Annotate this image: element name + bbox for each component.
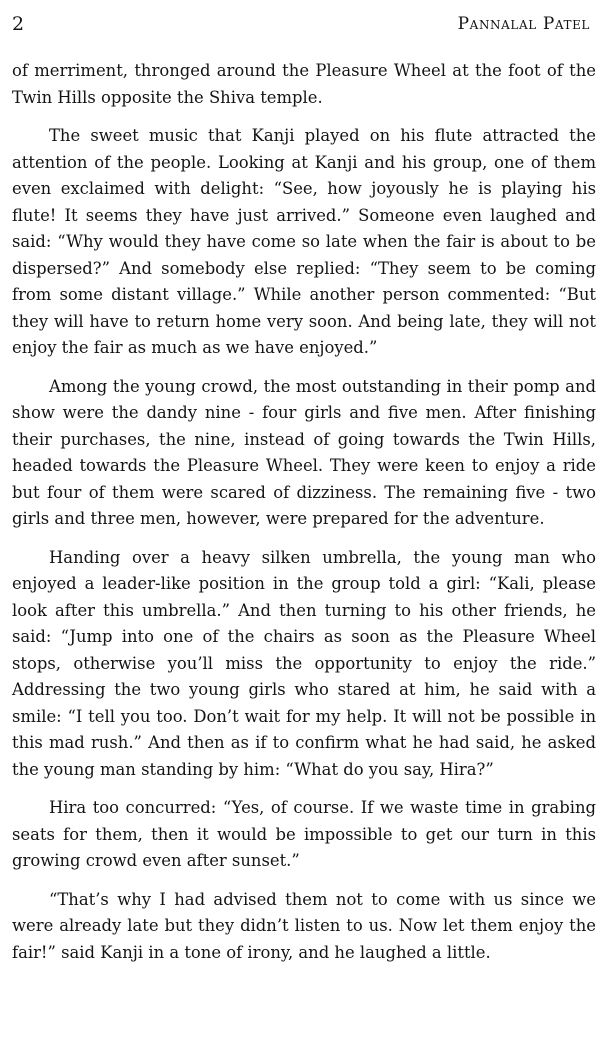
paragraph: Hira too concurred: “Yes, of course. If we waste time in grabing seats for them, then it would be impossible to get our turn in this growing crowd even after sunset.” bbox=[12, 798, 596, 870]
paragraph-continued: of merriment, thronged around the Pleasure Wheel at the foot of the Twin Hills opposite the Shiva temple. bbox=[12, 61, 596, 107]
body-text bbox=[12, 58, 596, 978]
paragraph: Among the young crowd, the most outstanding in their pomp and show were the dandy nine - four girls and five men. After finishing their purchases, the nine, instead of going towards the Twin Hills, headed towards the Pleasure Wheel. They were keen to enjoy a ride but four of them were scared of dizziness. The remaining five - two girls and three men, however, were prepared for the adventure. bbox=[12, 376, 596, 528]
paragraph: “That’s why I had advised them not to come with us since we were already late but they didn’t listen to us. Now let them enjoy the fair!” said Kanji in a tone of irony, and he laughed a little. bbox=[12, 889, 596, 962]
running-head: Pannalal Patel bbox=[457, 14, 590, 34]
paragraph: The sweet music that Kanji played on his flute attracted the attention of the people. Looking at Kanji and his group, one of them even exclaimed with delight: “See, how joyously he is playing his flute! It seems they have just arrived.” Someone even laughed and said: “Why would they have come so late when the fair is about to be dispersed?” And somebody else replied: “They seem to be coming from some distant village.” While another person commented: “But they will have to return home very soon. And being late, they will not enjoy the fair as much as we have enjoyed.” bbox=[12, 126, 596, 357]
paragraph: Handing over a heavy silken umbrella, the young man who enjoyed a leader-like position in the group told a girl: “Kali, please look after this umbrella.” And then turning to his other friends, he said: “Jump into one of the chairs as soon as the Pleasure Wheel stops, otherwise you’ll miss the opportunity to enjoy the ride.” Addressing the two young girls who stared at him, he said with a smile: “I tell you too. Don’t wait for my help. It will not be possible in this mad rush.” And then as if to confirm what he had said, he asked the young man standing by him: “What do you say, Hira?” bbox=[12, 547, 596, 779]
page-header bbox=[12, 12, 590, 36]
page-number: 2 bbox=[12, 13, 25, 35]
